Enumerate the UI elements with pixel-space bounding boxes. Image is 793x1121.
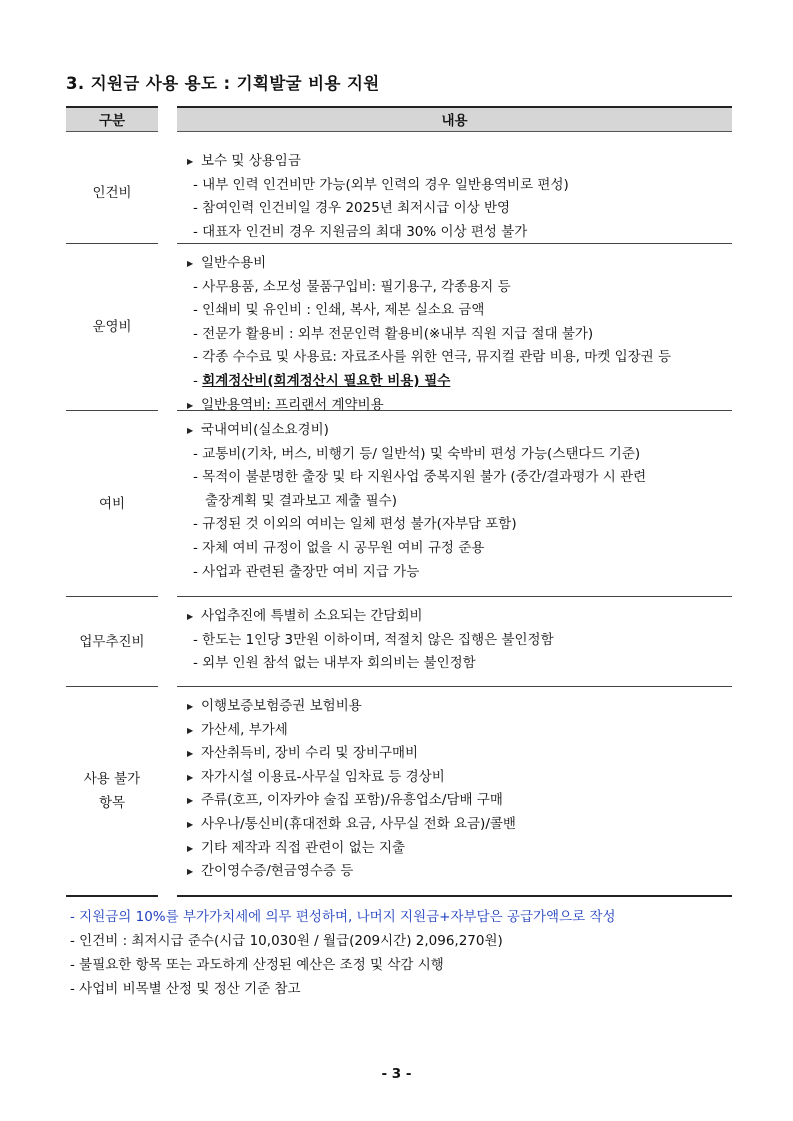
list-item: ▶ 사우나/통신비(휴대전화 요금, 사무실 전화 요금)/콜밴 xyxy=(177,813,732,837)
table-row-personnel xyxy=(66,142,732,244)
list-item: ▶ 국내여비(실소요경비) xyxy=(177,419,732,443)
list-item: ▶ 기타 제작과 직접 관련이 없는 지출 xyxy=(177,837,732,861)
list-item: - 사업과 관련된 출장만 여비 지급 가능 xyxy=(193,563,420,580)
triangle-right-icon: ▶ xyxy=(187,725,194,735)
list-item-continuation: 출장계획 및 결과보고 제출 필수) xyxy=(205,492,397,509)
triangle-right-icon: ▶ xyxy=(187,772,194,782)
table-row-business xyxy=(66,597,732,687)
note-adjustment: - 불필요한 항목 또는 과도하게 산정된 예산은 조정 및 삭감 시행 xyxy=(70,957,444,973)
required-note: 회계정산비(회계정산시 필요한 비용) 필수 xyxy=(202,372,451,389)
triangle-right-icon: ▶ xyxy=(187,796,194,806)
row-content xyxy=(177,597,732,687)
triangle-right-icon: ▶ xyxy=(187,259,194,268)
table-row-operations xyxy=(66,244,732,411)
note-vat: - 지원금의 10%를 부가가치세에 의무 편성하며, 나머지 지원금+자부담은 공급가액으로 작성 xyxy=(70,909,616,925)
row-category: 업무추진비 xyxy=(66,597,158,687)
table-row-prohibited xyxy=(66,687,732,897)
triangle-right-icon: ▶ xyxy=(187,867,194,877)
list-item: ▶ 일반수용비 xyxy=(177,252,732,276)
row-content xyxy=(177,687,732,897)
list-item: - 사무용품, 소모성 물품구입비: 필기용구, 각종용지 등 xyxy=(193,278,511,295)
row-category: 운영비 xyxy=(66,244,158,411)
note-reference: - 사업비 비목별 산정 및 정산 기준 참고 xyxy=(70,981,301,997)
page-number: - 3 - xyxy=(381,1066,412,1082)
category-line: 사용 불가 xyxy=(83,771,141,787)
triangle-right-icon: ▶ xyxy=(187,819,194,829)
list-item: ▶ 보수 및 상용임금 xyxy=(177,150,732,174)
list-item: ▶ 일반용역비: 프리랜서 계약비용 xyxy=(177,394,732,418)
triangle-right-icon: ▶ xyxy=(187,157,194,166)
triangle-right-icon: ▶ xyxy=(187,749,194,759)
list-item: - 규정된 것 이외의 여비는 일체 편성 불가(자부담 포함) xyxy=(193,516,517,533)
triangle-right-icon: ▶ xyxy=(187,702,194,711)
list-item: ▶ 이행보증보험증권 보험비용 xyxy=(177,695,732,719)
header-content: 내용 xyxy=(177,106,732,132)
list-item: ▶ 간이영수증/현금영수증 등 xyxy=(177,860,732,884)
row-category: 인건비 xyxy=(66,142,158,244)
triangle-right-icon: ▶ xyxy=(187,612,194,621)
triangle-right-icon: ▶ xyxy=(187,400,194,410)
list-item: - 각종 수수료 및 사용료: 자료조사를 위한 연극, 뮤지컬 관람 비용, 마켓 입장권 등 xyxy=(193,349,672,366)
list-item: - 한도는 1인당 3만원 이하이며, 적절치 않은 집행은 불인정함 xyxy=(193,631,554,648)
list-item: ▶ 주류(호프, 이자카야 술집 포함)/유흥업소/담배 구매 xyxy=(177,789,732,813)
list-item: - 목적이 불분명한 출장 및 타 지원사업 중복지원 불가 (중간/결과평가 시 관련 xyxy=(193,469,647,486)
list-item: - 참여인력 인건비일 경우 2025년 최저시급 이상 반영 xyxy=(193,200,511,217)
list-item: - 인쇄비 및 유인비 : 인쇄, 복사, 제본 실소요 금액 xyxy=(193,302,485,319)
list-item: - 자체 여비 규정이 없을 시 공무원 여비 규정 준용 xyxy=(193,539,485,556)
notes-section xyxy=(70,905,616,1001)
list-item: ▶ 가산세, 부가세 xyxy=(177,719,732,743)
row-category xyxy=(66,687,158,897)
row-content xyxy=(177,244,732,411)
list-item: - 대표자 인건비 경우 지원금의 최대 30% 이상 편성 불가 xyxy=(193,223,528,240)
table-row-travel xyxy=(66,411,732,597)
note-wage: - 인건비 : 최저시급 준수(시급 10,030원 / 월급(209시간) 2,096,270원) xyxy=(70,933,503,949)
list-item: ▶ 자가시설 이용료-사무실 임차료 등 경상비 xyxy=(177,766,732,790)
header-category: 구분 xyxy=(66,106,158,132)
row-content xyxy=(177,411,732,597)
list-item: - 전문가 활용비 : 외부 전문인력 활용비(※내부 직원 지급 절대 불가) xyxy=(193,325,594,342)
section-title: 3. 지원금 사용 용도 : 기획발굴 비용 지원 xyxy=(66,74,380,93)
category-line: 항목 xyxy=(98,795,126,811)
list-item: - 외부 인원 참석 없는 내부자 회의비는 불인정함 xyxy=(193,655,476,672)
list-item: ▶ 사업추진에 특별히 소요되는 간담회비 xyxy=(177,605,732,629)
list-item: ▶ 자산취득비, 장비 수리 및 장비구매비 xyxy=(177,742,732,766)
list-item: - 교통비(기차, 버스, 비행기 등/ 일반석) 및 숙박비 편성 가능(스탠다드 기준) xyxy=(193,445,641,462)
row-category: 여비 xyxy=(66,411,158,597)
list-item: - 내부 인력 인건비만 가능(외부 인력의 경우 일반용역비로 편성) xyxy=(193,176,569,193)
triangle-right-icon: ▶ xyxy=(187,426,194,435)
triangle-right-icon: ▶ xyxy=(187,843,194,853)
list-item-emphasized: - 회계정산비(회계정산시 필요한 비용) 필수 xyxy=(193,372,451,389)
row-content xyxy=(177,142,732,244)
